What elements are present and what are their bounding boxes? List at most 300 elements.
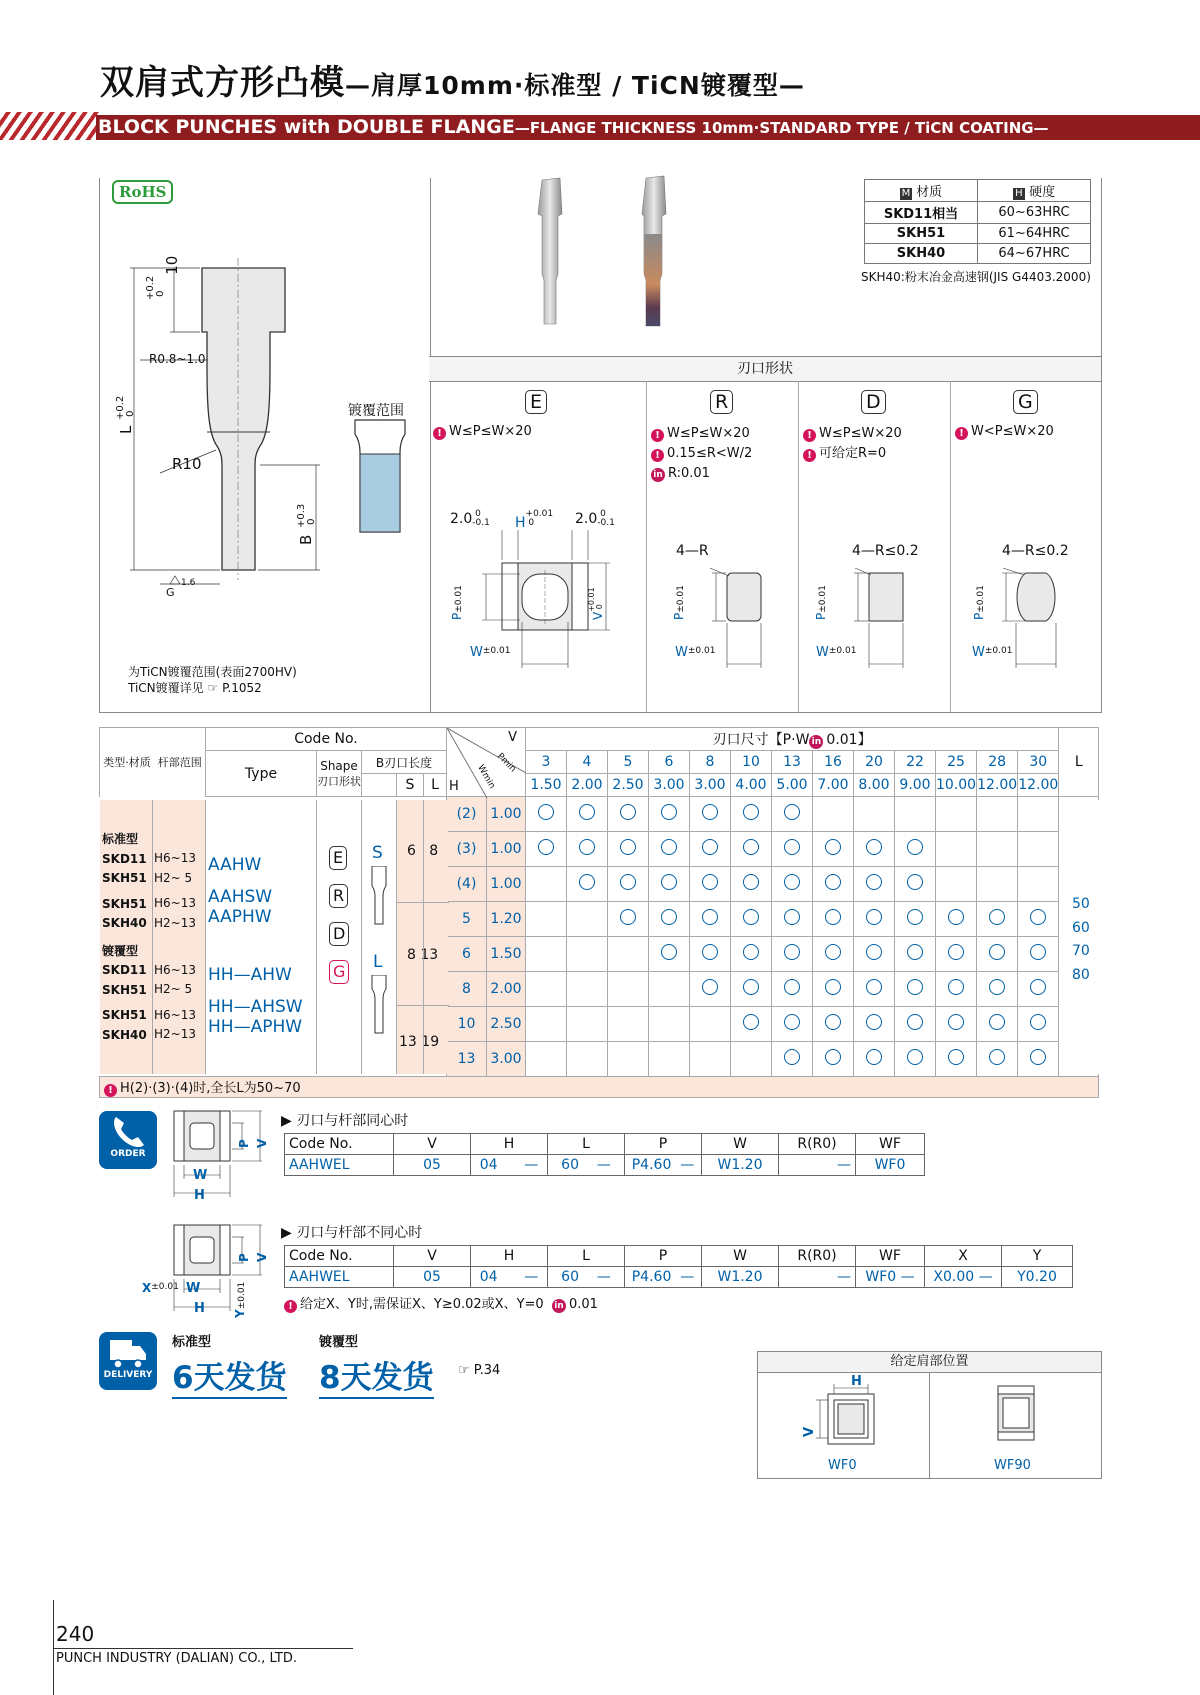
warning-icon: !	[803, 429, 816, 442]
availability-cell	[526, 1042, 567, 1077]
order-label: ORDER	[110, 1149, 146, 1159]
mat-label: SKH40	[102, 1027, 147, 1042]
available-circle-icon	[702, 944, 718, 960]
availability-cell	[936, 972, 977, 1007]
x-tol: ±0.01	[151, 1282, 179, 1292]
shank-label: H6~13	[154, 896, 196, 910]
available-circle-icon	[743, 804, 759, 820]
dim-v-e-value: V	[591, 611, 605, 620]
delivery-coat-label: 镀覆型	[319, 1335, 359, 1350]
warning-icon: !	[955, 427, 968, 440]
order-val-h: 04	[479, 1269, 498, 1285]
order-val-h: 04	[479, 1157, 498, 1173]
order-p-label: P	[237, 1139, 251, 1148]
type-grid-line	[152, 800, 153, 1074]
col-shank-header: 杆部范围	[157, 756, 202, 770]
dim-w-d	[816, 645, 856, 660]
pw-value: 4.00	[731, 774, 772, 797]
dim-h-tol: +0.01 0	[525, 509, 554, 528]
col-shape-cn: 刃口形状	[317, 774, 361, 788]
availability-cell	[936, 902, 977, 937]
order-head: L	[548, 1134, 625, 1155]
availability-cell	[772, 1042, 813, 1077]
availability-cell	[895, 867, 936, 902]
availability-cell	[731, 1042, 772, 1077]
dim-2-left-tol: 0 -0.1	[472, 509, 490, 528]
order-val: W1.20	[702, 1267, 779, 1288]
available-circle-icon	[907, 1014, 923, 1030]
availability-cell	[731, 972, 772, 1007]
available-circle-icon	[907, 1049, 923, 1065]
availability-cell	[731, 1007, 772, 1042]
delivery-std-days: 6天发货	[172, 1352, 287, 1399]
available-circle-icon	[784, 1049, 800, 1065]
pointing-hand-icon: ☞	[207, 681, 219, 695]
available-circle-icon	[702, 874, 718, 890]
order2-x-label	[142, 1281, 179, 1295]
shape-r-cond	[651, 424, 752, 484]
available-circle-icon	[661, 839, 677, 855]
dim-2-right	[575, 510, 615, 528]
dim-v-e-tol: +0.01 0	[587, 587, 604, 612]
delivery-label: DELIVERY	[103, 1370, 153, 1380]
delivery-coat-days: 8天发货	[319, 1352, 434, 1399]
available-circle-icon	[538, 839, 554, 855]
available-circle-icon	[661, 804, 677, 820]
type-grid-line	[205, 800, 206, 1074]
radius-small-label: R0.8~1.0	[149, 352, 206, 366]
availability-cell	[690, 937, 731, 972]
dim-p-g	[972, 585, 986, 620]
order-w-label: W	[193, 1168, 208, 1183]
warning-icon: !	[284, 1300, 297, 1313]
availability-cell	[690, 972, 731, 1007]
shape-e-header	[525, 390, 547, 414]
dim-w-e	[470, 645, 510, 660]
legend-line1: 为TiCN镀覆范围(表面2700HV)	[128, 665, 297, 679]
v-value: 5	[608, 751, 649, 774]
order-val-l: 60	[561, 1157, 579, 1173]
shank-label: H2~13	[154, 915, 196, 930]
title-banner	[0, 112, 1200, 140]
availability-cell	[813, 1042, 854, 1077]
col-h-header: H	[449, 779, 459, 794]
availability-cell	[854, 867, 895, 902]
order-sep: —	[900, 1269, 915, 1285]
availability-cell	[567, 902, 608, 937]
h-value: 10	[447, 1007, 487, 1042]
order-note-text: 给定X、Y时,需保证X、Y≥0.02或X、Y=0	[300, 1297, 544, 1312]
b-tol: +0.3 0	[296, 503, 317, 528]
available-circle-icon	[948, 944, 964, 960]
dim-h-value: H	[515, 515, 526, 531]
pointing-hand-icon: ☞	[458, 1363, 470, 1378]
dim-flange-value: 10	[163, 255, 181, 275]
pw-value: 12.00	[977, 774, 1018, 797]
available-circle-icon	[948, 909, 964, 925]
r10-label: R10	[172, 455, 202, 473]
tip-shape-title-bar: 刃口形状	[429, 356, 1101, 382]
available-circle-icon	[866, 909, 882, 925]
availability-cell	[567, 797, 608, 832]
v-value: 16	[813, 751, 854, 774]
length-values	[1072, 893, 1090, 987]
col-shape-en: Shape	[320, 758, 358, 773]
b2-s: 8	[407, 947, 416, 963]
title-cn-main: 双肩式方形凸模	[100, 63, 345, 103]
availability-cell	[731, 902, 772, 937]
order-sec1-title: ▶ 刃口与杆部同心时	[281, 1113, 409, 1129]
delivery-icon	[99, 1332, 157, 1390]
dim-v-e	[588, 587, 605, 620]
b-label: B	[297, 534, 315, 545]
order-val: AAHWEL	[285, 1267, 394, 1288]
shape-e-cond	[433, 424, 532, 440]
hardness-cell: 64~67HRC	[978, 244, 1091, 264]
order-head: P	[625, 1246, 702, 1267]
col-v-header: V	[508, 730, 517, 745]
title-en-sub: —FLANGE THICKNESS 10mm·STANDARD TYPE / TiCN COATING—	[514, 119, 1049, 137]
availability-cell	[813, 902, 854, 937]
dim-w-g-value: W	[972, 645, 985, 660]
warning-icon: !	[651, 429, 664, 442]
col-typemat-shank-header	[100, 728, 206, 797]
shape-r-cond-2: 0.15≤R<W/2	[667, 446, 753, 461]
available-circle-icon	[866, 1014, 882, 1030]
available-circle-icon	[825, 839, 841, 855]
legend-ref[interactable]: P.1052	[222, 681, 262, 695]
tip-size-header	[526, 728, 1059, 751]
availability-cell	[526, 972, 567, 1007]
warning-icon: !	[433, 427, 446, 440]
banner-stripe	[0, 112, 100, 140]
b-type-l-icon	[371, 975, 387, 1035]
availability-cell	[608, 902, 649, 937]
availability-cell	[567, 832, 608, 867]
shank-label: H2~ 5	[154, 982, 193, 996]
dim-w-e-tol: ±0.01	[482, 646, 511, 656]
available-circle-icon	[784, 839, 800, 855]
wmin-value: 1.20	[487, 902, 526, 937]
order2-h-label: H	[194, 1301, 205, 1316]
hardness-header-text: 硬度	[1029, 185, 1056, 200]
available-circle-icon	[661, 874, 677, 890]
flange-v-label: V	[802, 1426, 817, 1437]
title-cn-sub: —肩厚10mm·标准型 / TiCN镀覆型—	[345, 71, 805, 100]
available-circle-icon	[825, 944, 841, 960]
shank-label: H6~13	[154, 1007, 196, 1022]
hv-diagonal-header	[447, 728, 526, 797]
shape-d-cond	[803, 424, 902, 464]
type-grid-line	[361, 800, 362, 1074]
shank-labels	[154, 849, 196, 1045]
x-label: X	[142, 1281, 152, 1295]
available-circle-icon	[702, 979, 718, 995]
shape-r-header	[710, 390, 733, 414]
roughness-label: 1.6	[181, 578, 196, 588]
warning-icon: !	[651, 449, 664, 462]
available-circle-icon	[702, 909, 718, 925]
hardness-cell: 60~63HRC	[978, 202, 1091, 224]
h-value: 5	[447, 902, 487, 937]
order-val	[548, 1155, 625, 1176]
availability-cell	[854, 972, 895, 1007]
availability-cell	[608, 1042, 649, 1077]
order-head: P	[625, 1134, 702, 1155]
availability-cell	[649, 797, 690, 832]
availability-cell	[936, 1007, 977, 1042]
shape-d-cond-1: W≤P≤W×20	[819, 426, 902, 441]
coating-range-label: 镀覆范围	[348, 403, 404, 419]
available-circle-icon	[743, 1014, 759, 1030]
available-circle-icon	[784, 909, 800, 925]
length-label: L	[117, 425, 135, 434]
order-head: Code No.	[285, 1246, 394, 1267]
b2-l: 13	[420, 947, 439, 963]
std-type-label: 标准型	[102, 832, 139, 846]
availability-cell	[813, 797, 854, 832]
col-s-header: S	[397, 774, 424, 797]
dim-w-e-value: W	[470, 645, 483, 660]
availability-cell	[895, 1042, 936, 1077]
availability-cell	[526, 797, 567, 832]
shape-g-letter: G	[1013, 390, 1038, 414]
company-name: PUNCH INDUSTRY (DALIAN) CO., LTD.	[56, 1651, 297, 1666]
in-icon: in	[809, 735, 823, 749]
order-head: R(R0)	[779, 1246, 856, 1267]
availability-cell	[977, 937, 1018, 972]
v-value: 30	[1018, 751, 1059, 774]
availability-cell	[526, 937, 567, 972]
available-circle-icon	[784, 1014, 800, 1030]
order-v-label: V	[255, 1138, 269, 1148]
rohs-badge: RoHS	[112, 180, 173, 204]
available-circle-icon	[825, 909, 841, 925]
availability-cell	[895, 902, 936, 937]
available-circle-icon	[907, 979, 923, 995]
available-circle-icon	[743, 839, 759, 855]
hardness-cell: 61~64HRC	[978, 224, 1091, 244]
order2-p-label: P	[237, 1253, 251, 1262]
v-value: 20	[854, 751, 895, 774]
order-val-x: X0.00	[933, 1269, 975, 1285]
available-circle-icon	[702, 804, 718, 820]
availability-cell	[895, 937, 936, 972]
shank-label: H2~13	[154, 1027, 196, 1041]
legend-line2-text: TiCN镀覆详见	[128, 681, 204, 695]
availability-cell	[813, 937, 854, 972]
availability-cell	[936, 797, 977, 832]
order-sep: —	[680, 1157, 695, 1173]
availability-cell	[690, 1007, 731, 1042]
availability-cell	[649, 867, 690, 902]
v-value: 13	[772, 751, 813, 774]
wf90-label: WF90	[994, 1458, 1031, 1473]
flange-position-title: 给定肩部位置	[758, 1352, 1101, 1373]
order-head: V	[394, 1134, 471, 1155]
v-value: 3	[526, 751, 567, 774]
availability-cell	[526, 902, 567, 937]
available-circle-icon	[825, 1049, 841, 1065]
dim-w-r-tol: ±0.01	[687, 646, 716, 656]
available-circle-icon	[989, 979, 1005, 995]
shape-g-cond-1: W<P≤W×20	[971, 424, 1054, 439]
order-val: Y0.20	[1002, 1267, 1073, 1288]
order-val: AAHWEL	[285, 1155, 394, 1176]
availability-cell	[977, 1042, 1018, 1077]
availability-cell	[649, 937, 690, 972]
dim-p-e	[450, 585, 464, 620]
availability-cell	[895, 832, 936, 867]
available-circle-icon	[702, 839, 718, 855]
delivery-ref	[458, 1363, 500, 1378]
available-circle-icon	[743, 979, 759, 995]
order-head: X	[925, 1246, 1002, 1267]
shape-e-cond-1: W≤P≤W×20	[449, 424, 532, 439]
availability-cell	[649, 1042, 690, 1077]
order-val	[471, 1267, 548, 1288]
available-circle-icon	[784, 804, 800, 820]
in-icon: in	[651, 468, 665, 482]
order-val: 05	[394, 1155, 471, 1176]
order-val: —	[779, 1155, 856, 1176]
availability-cell	[772, 972, 813, 1007]
wmin-value: 2.00	[487, 972, 526, 1007]
type-code: HH—APHW	[208, 1017, 303, 1037]
in-icon: in	[552, 1299, 566, 1313]
phone-icon	[108, 1113, 148, 1149]
order-head: H	[471, 1134, 548, 1155]
availability-cell	[854, 797, 895, 832]
availability-cell	[854, 902, 895, 937]
order-val: WF0	[856, 1155, 925, 1176]
b3-values	[399, 1034, 439, 1050]
dim-h	[515, 510, 553, 531]
availability-cell	[731, 797, 772, 832]
warning-icon: !	[104, 1084, 117, 1097]
available-circle-icon	[989, 1049, 1005, 1065]
shank-label: H6~13	[154, 962, 196, 977]
col-type-header: Type	[206, 751, 317, 797]
pw-value: 3.00	[649, 774, 690, 797]
availability-cell	[936, 937, 977, 972]
length-value: 80	[1072, 966, 1090, 983]
available-circle-icon	[948, 1014, 964, 1030]
b1-l: 8	[429, 843, 439, 859]
delivery-std-label: 标准型	[172, 1335, 212, 1350]
flange-h-label: H	[851, 1374, 862, 1389]
dim-p-r-tol: ±0.01	[676, 585, 686, 613]
availability-cell	[895, 1007, 936, 1042]
shank-label: H2~ 5	[154, 870, 193, 885]
order-note-unit: 0.01	[568, 1297, 598, 1312]
available-circle-icon	[1030, 979, 1046, 995]
spec-footnote	[100, 1077, 1099, 1098]
availability-cell	[977, 1007, 1018, 1042]
availability-cell	[567, 1007, 608, 1042]
col-pmin-header: Pmin	[494, 751, 518, 775]
availability-cell	[526, 1007, 567, 1042]
available-circle-icon	[989, 944, 1005, 960]
order-val	[925, 1267, 1002, 1288]
availability-cell	[649, 902, 690, 937]
wmin-value: 1.00	[487, 867, 526, 902]
v-value: 6	[649, 751, 690, 774]
availability-cell	[1018, 972, 1059, 1007]
available-circle-icon	[743, 944, 759, 960]
banner-bar	[96, 115, 1200, 140]
d-label: 4—R≤0.2	[852, 543, 919, 559]
pw-value: 2.50	[608, 774, 649, 797]
order-val	[625, 1267, 702, 1288]
delivery-ref-link[interactable]: P.34	[473, 1363, 501, 1378]
pw-value: 8.00	[854, 774, 895, 797]
dim-p-r-value: P	[672, 612, 686, 620]
material-cell: SKH40	[865, 244, 978, 264]
availability-cell	[854, 1042, 895, 1077]
available-circle-icon	[907, 909, 923, 925]
availability-cell	[608, 867, 649, 902]
available-circle-icon	[866, 944, 882, 960]
pw-value: 1.50	[526, 774, 567, 797]
availability-cell	[608, 797, 649, 832]
availability-cell	[813, 867, 854, 902]
order-head: WF	[856, 1134, 925, 1155]
coat-type-label: 镀覆型	[102, 943, 139, 958]
truck-icon	[108, 1336, 148, 1370]
order-sep: —	[524, 1269, 539, 1285]
order-val	[625, 1155, 702, 1176]
order-val	[856, 1267, 925, 1288]
order-table-1	[284, 1133, 925, 1176]
material-note: SKH40:粉末冶金高速钢(JIS G4403.2000)	[861, 270, 1091, 284]
legend-line2	[128, 680, 297, 696]
flange-position-box	[757, 1351, 1102, 1479]
available-circle-icon	[989, 909, 1005, 925]
dim-2-left-value: 2.0	[450, 511, 473, 527]
product-photo	[530, 174, 700, 334]
order-head: Code No.	[285, 1134, 394, 1155]
shape-r-note: R:0.01	[668, 466, 710, 481]
dim-w-r	[675, 645, 715, 660]
availability-cell	[567, 972, 608, 1007]
shape-d-header	[861, 390, 886, 414]
dim-p-e-tol: ±0.01	[454, 585, 464, 613]
shape-letter-e: E	[329, 846, 347, 870]
length-tol: +0.2 0	[115, 395, 136, 420]
order-val-wf: WF0	[865, 1269, 897, 1285]
shape-d-cond-2: 可给定R=0	[819, 446, 887, 461]
hardness-header	[978, 180, 1091, 202]
order-head: H	[471, 1246, 548, 1267]
wf90-drawing	[994, 1382, 1044, 1452]
material-cell: SKD11相当	[865, 202, 978, 224]
b3-l: 19	[421, 1034, 440, 1050]
availability-cell	[772, 797, 813, 832]
order-head: W	[702, 1134, 779, 1155]
mat-label: SKD11	[102, 963, 147, 977]
order-icon	[99, 1111, 157, 1169]
v-value: 28	[977, 751, 1018, 774]
dim-w-r-value: W	[675, 645, 688, 660]
available-circle-icon	[620, 909, 636, 925]
h-value: 8	[447, 972, 487, 1007]
h-icon: H	[1013, 188, 1025, 200]
v-value: 8	[690, 751, 731, 774]
shape-letter-r: R	[329, 884, 348, 908]
wmin-value: 2.50	[487, 1007, 526, 1042]
available-circle-icon	[620, 874, 636, 890]
